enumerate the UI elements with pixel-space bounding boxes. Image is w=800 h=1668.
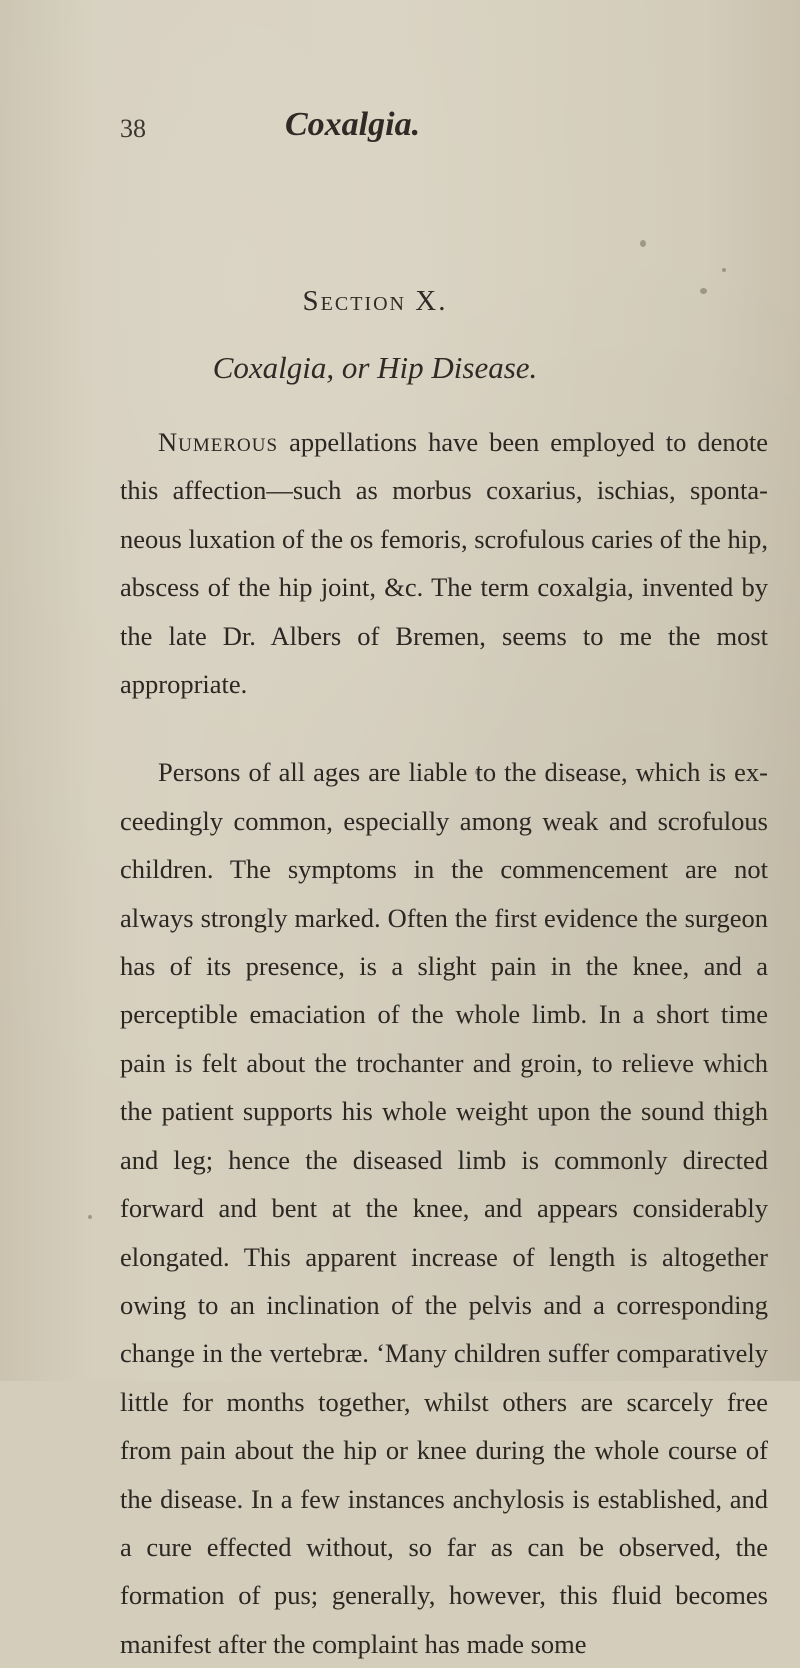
- ink-speck: [640, 240, 646, 247]
- ink-speck: [88, 1215, 92, 1219]
- paragraph-2: [120, 748, 768, 1668]
- chapter-subtitle: [0, 350, 800, 386]
- paragraph-2-text: Persons of all ages are liable to the disease, which is exceedingly common, especially among weak and scrofulous children. The symptoms in the commencement are not always strongly marked. Often the first evidence the surgeon has of its presence, is a slight pain in the knee, and a perceptible emaciation of the whole limb. In a short time pain is felt about the trochanter and groin, to relieve which the patient supports his whole weight upon the sound thigh and leg; hence the diseased limb is commonly directed forward and bent at the knee, and appears considerably elongated. This apparent increase of length is altogether owing to an inclination of the pelvis and a corresponding change in the vertebræ. ‘Many children suffer comparatively little for months together, whilst others are scarcely free from pain about the hip or knee during the whole course of the disease. In a few instances anchylosis is established, and a cure effected without, so far as can be observed, the formation of pus; generally, however, this fluid becomes manifest after the complaint has made some: [120, 757, 768, 1659]
- section-heading: [0, 285, 800, 318]
- running-head: [0, 100, 800, 150]
- section-heading-text: Section X.: [302, 285, 448, 317]
- paragraph-1-text: appellations have been employed to denote this affection—such as morbus coxarius, ischias, spontaneous luxation of the os femoris, scrofulous caries of the hip, abscess of the hip joint, &c. The term coxalgia, invented by the late Dr. Albers of Bremen, seems to me the most appropriate.: [120, 427, 768, 700]
- body-text: [120, 418, 768, 1668]
- paragraph-lead-word: Numerous: [158, 427, 279, 457]
- page-number: 38: [120, 114, 146, 143]
- running-title: Coxalgia.: [285, 106, 421, 143]
- paragraph-1: [120, 418, 768, 708]
- ink-speck: [722, 268, 726, 272]
- chapter-subtitle-text: Coxalgia, or Hip Disease.: [212, 350, 538, 385]
